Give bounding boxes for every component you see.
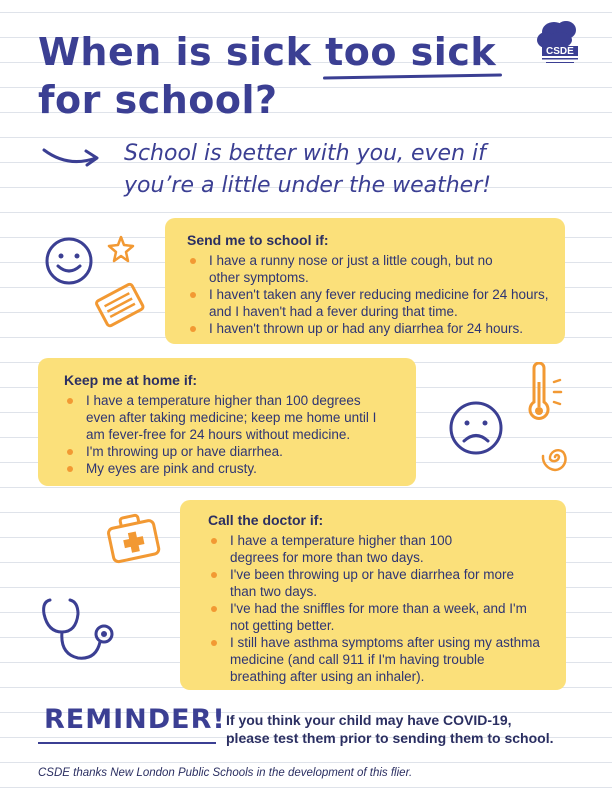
reminder-line-2: please test them prior to sending them to school. <box>226 730 554 746</box>
list-item: I haven't thrown up or had any diarrhea for 24 hours. <box>187 320 565 337</box>
reminder-label: REMINDER! <box>44 704 226 735</box>
list-item: I've been throwing up or have diarrhea for more than two days. <box>208 566 515 600</box>
smiley-icon <box>44 236 94 286</box>
list-item: I'm throwing up or have diarrhea. <box>64 443 416 460</box>
card-heading: Send me to school if: <box>187 232 329 248</box>
reminder-underline <box>38 742 216 744</box>
list-item: I have a temperature higher than 100 degrees even after taking medicine; keep me home until I am fever-free for 24 hours without medicine. <box>64 392 386 443</box>
list-item: I've had the sniffles for more than a week, and I'm not getting better. <box>208 600 530 634</box>
list-item: I have a temperature higher than 100 degrees for more than two days. <box>208 532 470 566</box>
list-item: My eyes are pink and crusty. <box>64 460 416 477</box>
title-underlined: too sick <box>325 30 497 74</box>
subtitle: School is better with you, even if you’re a little under the weather! <box>124 141 492 198</box>
list-item: I have a runny nose or just a little cough, but no other symptoms. <box>187 252 499 286</box>
footer-credit: CSDE thanks New London Public Schools in the development of this flier. <box>38 767 413 779</box>
keep-at-home-card <box>38 358 416 486</box>
send-to-school-card <box>165 218 565 344</box>
reminder-line-1: If you think your child may have COVID-19, <box>226 712 512 728</box>
list-item: I haven't taken any fever reducing medicine for 24 hours, and I haven't had a fever during that time. <box>187 286 549 320</box>
title-part1: When is sick <box>38 30 326 74</box>
card-list <box>208 532 566 685</box>
sad-face-icon <box>448 400 504 456</box>
stethoscope-icon <box>38 592 128 672</box>
call-doctor-card <box>180 500 566 690</box>
spiral-icon <box>538 440 572 474</box>
card-heading: Keep me at home if: <box>64 372 198 388</box>
star-icon <box>106 234 136 264</box>
reminder-text <box>226 711 586 747</box>
page-title <box>38 28 508 124</box>
card-list <box>187 252 565 337</box>
csde-logo <box>532 18 588 72</box>
title-part2: for school? <box>38 78 278 122</box>
first-aid-kit-icon <box>104 510 164 566</box>
card-list <box>64 392 416 477</box>
book-icon <box>92 280 152 330</box>
arrow-icon <box>40 142 104 172</box>
thermometer-icon <box>516 362 568 426</box>
card-heading: Call the doctor if: <box>208 512 324 528</box>
list-item: I still have asthma symptoms after using my asthma medicine (and call 911 if I'm having trouble breathing after using an inhaler). <box>208 634 540 685</box>
logo-text: CSDE <box>546 46 574 57</box>
